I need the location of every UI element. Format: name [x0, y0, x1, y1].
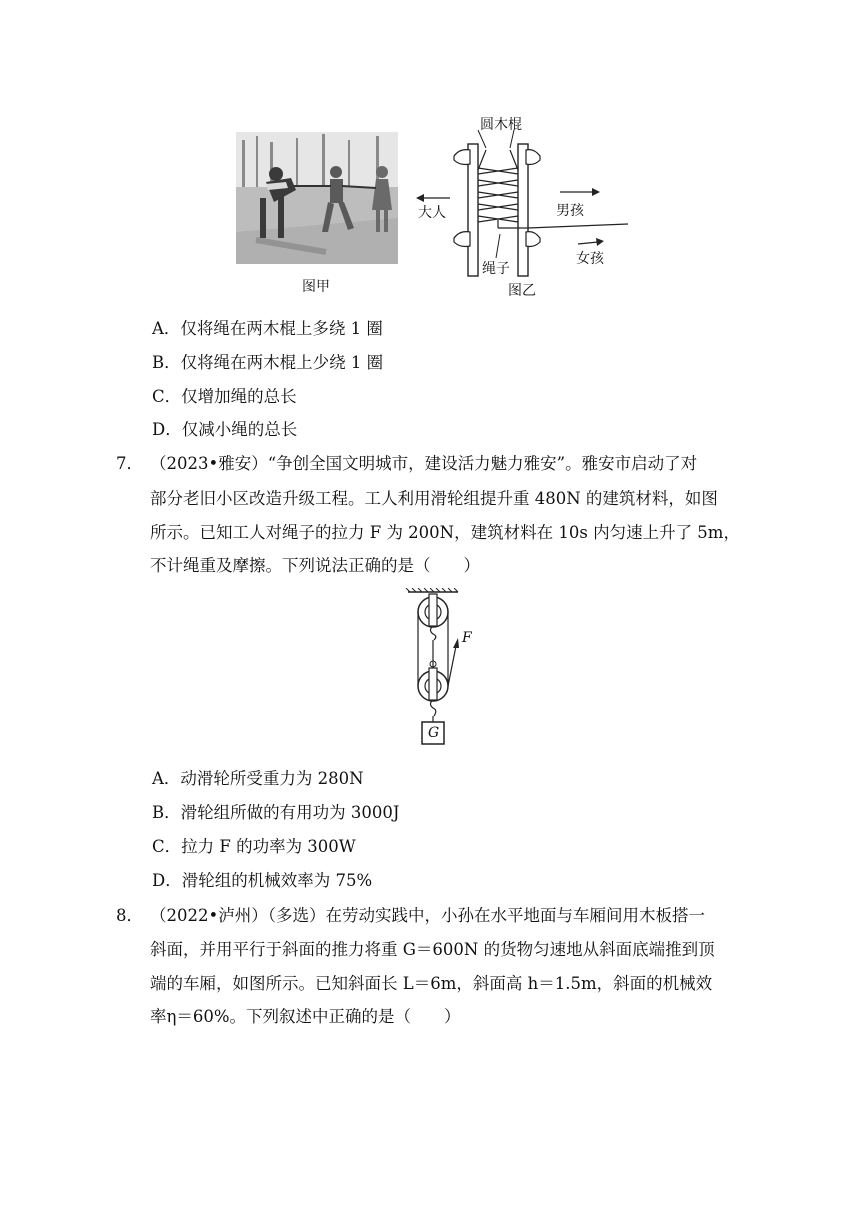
q6-option-d: D．仅减小绳的总长 [152, 420, 298, 439]
q6-option-c: C．仅增加绳的总长 [152, 387, 297, 406]
q8-stem-line-1: （2022•泸州）（多选）在劳动实践中，小孙在水平地面与车厢间用木板搭一 [150, 906, 705, 925]
q7-stem-line-2: 部分老旧小区改造升级工程。工人利用滑轮组提升重 480N 的建筑材料，如图 [150, 489, 718, 508]
q7-stem-line-3: 所示。已知工人对绳子的拉力 F 为 200N，建筑材料在 10s 内匀速上升了 5m， [150, 523, 740, 542]
q6-option-a: A．仅将绳在两木棍上多绕 1 圈 [152, 319, 383, 338]
q8-number: 8． [116, 906, 143, 925]
q7-option-c: C．拉力 F 的功率为 300W [152, 837, 356, 856]
label-boy: 男孩 [556, 203, 584, 219]
pulley-diagram [398, 588, 488, 748]
q8-stem-line-3: 端的车厢，如图所示。已知斜面长 L＝6m，斜面高 h＝1.5m，斜面的机械效 [150, 974, 713, 993]
q6-option-b: B．仅将绳在两木棍上少绕 1 圈 [152, 353, 384, 372]
q7-stem-line-4: 不计绳重及摩擦。下列说法正确的是（ ） [150, 556, 480, 575]
figure-yi-diagram [410, 110, 640, 286]
q7-option-a: A．动滑轮所受重力为 280N [152, 769, 364, 788]
figure-yi-caption: 图乙 [508, 283, 536, 299]
figure-jia-photo [236, 132, 398, 264]
figure-jia-caption: 图甲 [302, 279, 330, 295]
label-round-stick: 圆木棍 [480, 117, 522, 133]
q7-number: 7． [116, 454, 143, 473]
q7-option-d: D．滑轮组的机械效率为 75% [152, 871, 373, 890]
force-label: F [462, 630, 472, 646]
weight-label: G [428, 725, 440, 741]
label-girl: 女孩 [576, 251, 604, 267]
q8-stem-line-4: 率η＝60%。下列叙述中正确的是（ ） [150, 1007, 461, 1026]
label-rope: 绳子 [482, 261, 510, 277]
label-adult: 大人 [418, 205, 446, 221]
q7-option-b: B．滑轮组所做的有用功为 3000J [152, 803, 400, 822]
q8-stem-line-2: 斜面，并用平行于斜面的推力将重 G＝600N 的货物匀速地从斜面底端推到顶 [150, 940, 715, 959]
q7-stem-line-1: （2023•雅安）“争创全国文明城市，建设活力魅力雅安”。雅安市启动了对 [150, 454, 698, 473]
